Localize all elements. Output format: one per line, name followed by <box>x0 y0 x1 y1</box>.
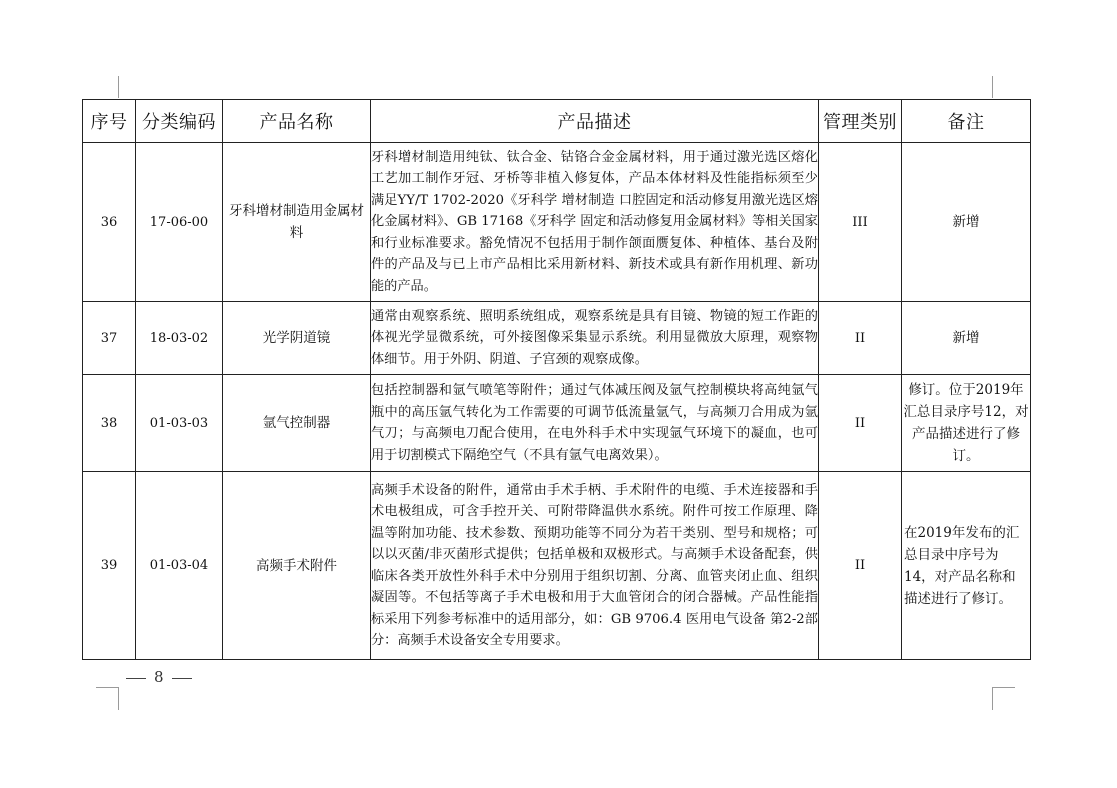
header-class: 管理类别 <box>819 100 902 143</box>
header-row <box>83 100 1031 143</box>
header-note: 备注 <box>902 100 1031 143</box>
row-no: 36 <box>83 143 136 302</box>
product-catalog-table <box>82 99 1031 660</box>
row-no: 38 <box>83 375 136 472</box>
row-note: 新增 <box>902 143 1031 302</box>
row-name: 氩气控制器 <box>223 375 371 472</box>
row-code: 17-06-00 <box>136 143 223 302</box>
row-code: 01-03-04 <box>136 472 223 660</box>
table-row <box>83 375 1031 472</box>
crop-mark-top-right <box>992 76 993 98</box>
row-description: 牙科增材制造用纯钛、钛合金、钴铬合金金属材料，用于通过激光选区熔化工艺加工制作牙冠、牙桥等非植入修复体，产品本体材料及性能指标须至少满足YY/T 1702-2020《牙科学 增材制造 口腔固定和活动修复用激光选区熔化金属材料》、GB 17168《牙科学 固定和活动修复用金属材料》等相关国家和行业标准要求。豁免情况不包括用于制作颌面赝复体、种植体、基台及附件的产品及与已上市产品相比采用新材料、新技术或具有新作用机理、新功能的产品。 <box>371 143 819 302</box>
header-description: 产品描述 <box>371 100 819 143</box>
row-description: 高频手术设备的附件，通常由手术手柄、手术附件的电缆、手术连接器和手术电极组成，可含手控开关、可附带降温供水系统。附件可按工作原理、降温等附加功能、技术参数、预期功能等不同分为若干类别、型号和规格；可以以灭菌/非灭菌形式提供；包括单极和双极形式。与高频手术设备配套，供临床各类开放性外科手术中分别用于组织切割、分离、血管夹闭止血、组织凝固等。不包括等离子手术电极和用于大血管闭合的闭合器械。产品性能指标采用下列参考标准中的适用部分，如：GB 9706.4 医用电气设备 第2-2部分：高频手术设备安全专用要求。 <box>371 472 819 660</box>
row-code: 01-03-03 <box>136 375 223 472</box>
row-no: 39 <box>83 472 136 660</box>
row-class: III <box>819 143 902 302</box>
table-row <box>83 143 1031 302</box>
header-no: 序号 <box>83 100 136 143</box>
table-row <box>83 472 1031 660</box>
row-class: II <box>819 302 902 375</box>
row-note: 在2019年发布的汇总目录中序号为14，对产品名称和描述进行了修订。 <box>902 472 1031 660</box>
page-number <box>118 668 228 686</box>
crop-mark-bottom-right <box>992 687 1015 710</box>
row-name: 牙科增材制造用金属材料 <box>223 143 371 302</box>
crop-mark-bottom-left <box>96 687 119 710</box>
row-note: 修订。位于2019年汇总目录序号12，对产品描述进行了修订。 <box>902 375 1031 472</box>
row-description: 通常由观察系统、照明系统组成，观察系统是具有目镜、物镜的短工作距的体视光学显微系统，可外接图像采集显示系统。利用显微放大原理，观察物体细节。用于外阴、阴道、子宫颈的观察成像。 <box>371 302 819 375</box>
row-code: 18-03-02 <box>136 302 223 375</box>
row-no: 37 <box>83 302 136 375</box>
row-class: II <box>819 375 902 472</box>
header-name: 产品名称 <box>223 100 371 143</box>
page-dash-left <box>126 678 146 679</box>
row-description: 包括控制器和氩气喷笔等附件；通过气体减压阀及氩气控制模块将高纯氩气瓶中的高压氩气转化为工作需要的可调节低流量氩气，与高频刀合用成为氩气刀；与高频电刀配合使用，在电外科手术中实现氩气环境下的凝血，也可用于切割模式下隔绝空气（不具有氩气电离效果）。 <box>371 375 819 472</box>
page-dash-right <box>172 678 192 679</box>
row-class: II <box>819 472 902 660</box>
row-name: 光学阴道镜 <box>223 302 371 375</box>
row-note: 新增 <box>902 302 1031 375</box>
crop-mark-top-left <box>118 76 119 98</box>
row-name: 高频手术附件 <box>223 472 371 660</box>
page-number-text: 8 <box>154 668 164 686</box>
header-code: 分类编码 <box>136 100 223 143</box>
table-row <box>83 302 1031 375</box>
